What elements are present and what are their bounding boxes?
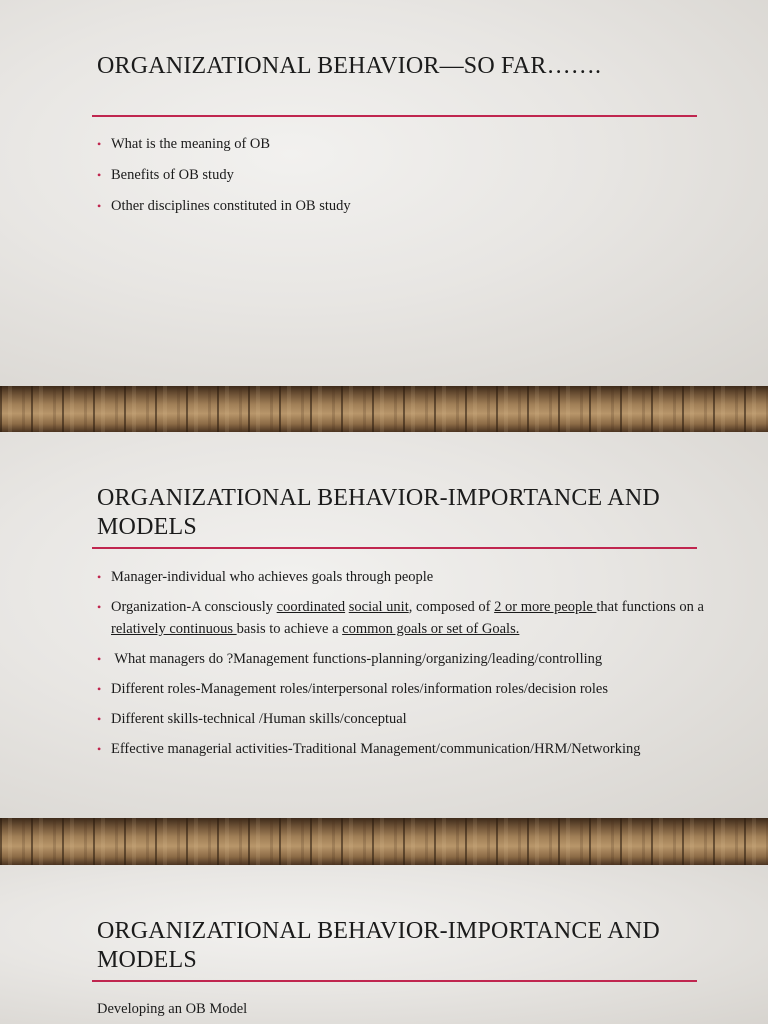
bullet-item: • Benefits of OB study [97,164,727,186]
slide-title: ORGANIZATIONAL BEHAVIOR-IMPORTANCE AND MODELS [97,918,660,973]
title-divider [92,115,697,117]
bullet-item: • What managers do ?Management functions-planning/organizing/leading/controlling [97,648,727,670]
title-divider [92,547,697,549]
underlined-term: social unit [348,599,409,615]
wood-floor-divider [0,818,768,865]
bullet-item: • Different skills-technical /Human skills/conceptual [97,708,727,730]
bullet-icon: • [97,199,102,213]
bullet-item: • What is the meaning of OB [97,133,727,155]
underlined-term: coordinated [276,599,346,615]
bullet-icon: • [97,742,102,756]
bullet-icon: • [97,682,102,696]
bullet-list [97,566,727,768]
bullet-item: • Different roles-Management roles/interpersonal roles/information roles/decision roles [97,678,727,700]
slide-title: ORGANIZATIONAL BEHAVIOR—SO FAR……. [97,53,602,79]
wood-floor-divider [0,386,768,432]
bullet-icon: • [97,600,102,614]
bullet-icon: • [97,652,102,666]
bullet-icon: • [97,137,102,151]
slide-3 [0,865,768,1024]
bullet-icon: • [97,570,102,584]
slide-1 [0,0,768,386]
bullet-item: • Effective managerial activities-Traditional Management/communication/HRM/Networking [97,738,727,760]
underlined-term: common goals or set of Goals. [342,621,520,637]
slide-2 [0,432,768,818]
bullet-item: • Manager-individual who achieves goals through people [97,566,727,588]
slide-title: ORGANIZATIONAL BEHAVIOR-IMPORTANCE AND MODELS [97,485,660,540]
bullet-list [97,133,727,226]
underlined-term: relatively continuous [111,621,237,637]
bullet-icon: • [97,168,102,182]
bullet-item: • Other disciplines constituted in OB study [97,195,727,217]
underlined-term: 2 or more people [494,599,597,615]
title-divider [92,980,697,982]
body-text: Developing an OB Model [97,1001,248,1017]
bullet-icon: • [97,712,102,726]
bullet-item: • Organization-A consciously coordinated social unit, composed of 2 or more people that functions on a relatively continuous basis to achieve a common goals or set of Goals. [97,596,727,640]
